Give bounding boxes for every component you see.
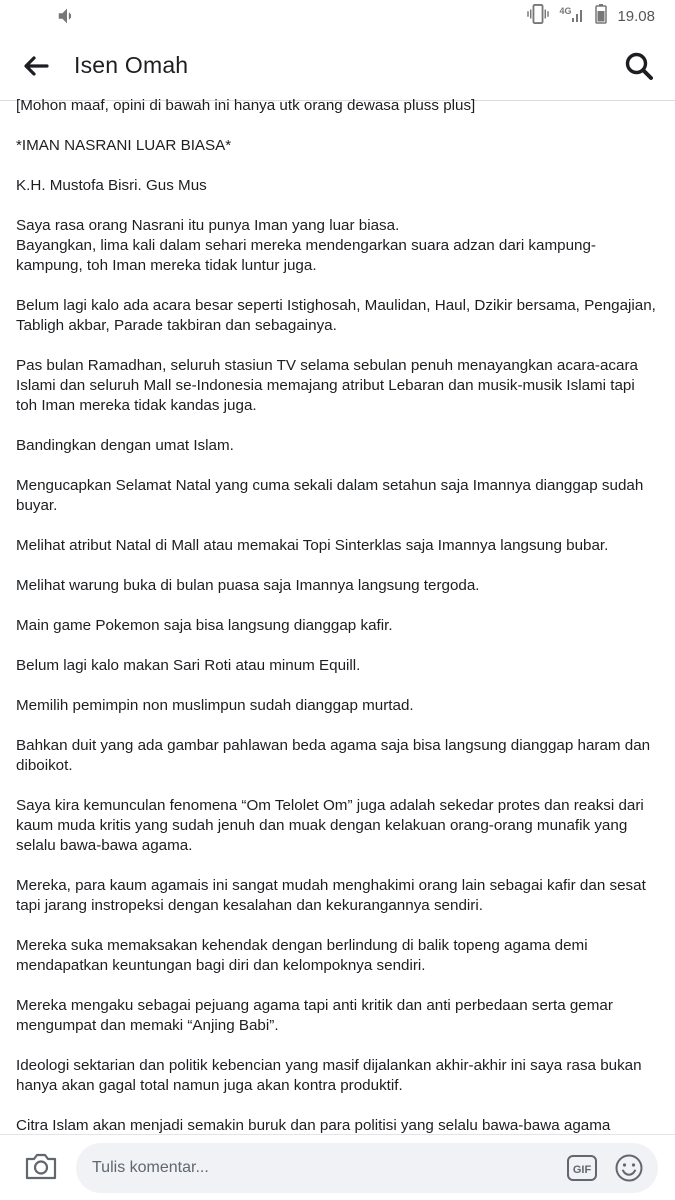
- post-paragraph: Mereka suka memaksakan kehendak dengan berlindung di balik topeng agama demi mendapatkan keuntungan bagi diri dan kelompoknya sendiri.: [16, 937, 588, 974]
- post-paragraph: [Mohon maaf, opini di bawah ini hanya utk orang dewasa pluss plus]: [16, 97, 476, 114]
- comment-bar: [0, 1134, 675, 1200]
- back-button[interactable]: [20, 50, 52, 82]
- post-paragraph: Bandingkan dengan umat Islam.: [16, 437, 234, 454]
- post-paragraph: Citra Islam akan menjadi semakin buruk dan para politisi yang selalu bawa-bawa agama: [16, 1117, 611, 1134]
- post-paragraph: Belum lagi kalo ada acara besar seperti Istighosah, Maulidan, Haul, Dzikir bersama, Pengajian, Tabligh akbar, Parade takbiran dan sebagainya.: [16, 297, 656, 334]
- post-paragraph: K.H. Mustofa Bisri. Gus Mus: [16, 177, 207, 194]
- post-paragraph: Mereka, para kaum agamais ini sangat mudah menghakimi orang lain sebagai kafir dan sesat tapi jarang instropeksi dengan kesalahan dan kekurangannya sendiri.: [16, 877, 646, 914]
- gif-label: GIF: [572, 1164, 592, 1176]
- status-time: 19.08: [617, 7, 655, 25]
- back-arrow-icon: [23, 55, 49, 77]
- post-paragraph: Saya kira kemunculan fenomena “Om Telolet Om” juga adalah sekedar protes dan reaksi dari kaum muda kritis yang sudah jenuh dan muak dengan kelakuan orang-orang munafik yang selalu bawa-bawa agama.: [16, 797, 644, 854]
- search-button[interactable]: [621, 48, 657, 84]
- post-paragraph: Mereka mengaku sebagai pejuang agama tapi anti kritik dan anti perbedaan serta gemar mengumpat dan memaki “Anjing Babi”.: [16, 997, 613, 1034]
- post-paragraph: *IMAN NASRANI LUAR BIASA*: [16, 137, 232, 154]
- app-bar: [0, 32, 675, 101]
- page-title: Isen Omah: [74, 52, 189, 78]
- post-paragraph: Bahkan duit yang ada gambar pahlawan beda agama saja bisa langsung dianggap haram dan diboikot.: [16, 737, 651, 774]
- battery-icon: [595, 4, 607, 29]
- emoji-button[interactable]: [614, 1153, 644, 1183]
- post-paragraph: Pas bulan Ramadhan, seluruh stasiun TV selama sebulan penuh menayangkan acara-acara Islami dan seluruh Mall se-Indonesia memajang atribut Lebaran dan musik-musik Islami tapi toh Iman mereka tidak kandas juga.: [16, 357, 638, 414]
- camera-icon: [24, 1151, 58, 1181]
- post-paragraph: Belum lagi kalo makan Sari Roti atau minum Equill.: [16, 657, 361, 674]
- status-bar: [0, 0, 675, 32]
- status-right: [527, 6, 655, 26]
- gif-icon: [566, 1153, 598, 1183]
- post-paragraph: Melihat warung buka di bulan puasa saja Imannya langsung tergoda.: [16, 577, 480, 594]
- search-icon: [624, 51, 654, 81]
- post-paragraph: Ideologi sektarian dan politik kebencian yang masif dijalankan akhir-akhir ini saya rasa bukan hanya akan gagal total namun juga akan kontra produktif.: [16, 1057, 642, 1094]
- signal-indicator: [559, 5, 585, 28]
- post-paragraph: Saya rasa orang Nasrani itu punya Iman yang luar biasa. Bayangkan, lima kali dalam sehari mereka mendengarkan suara adzan dari kampung-kampung, toh Iman mereka tidak luntur juga.: [16, 217, 596, 274]
- gif-button[interactable]: [566, 1153, 598, 1183]
- post-body: [16, 96, 656, 1136]
- network-type: 4G: [559, 6, 572, 16]
- post-paragraph: Main game Pokemon saja bisa langsung dianggap kafir.: [16, 617, 393, 634]
- post-paragraph: Memilih pemimpin non muslimpun sudah dianggap murtad.: [16, 697, 414, 714]
- camera-button[interactable]: [24, 1151, 60, 1183]
- volume-icon: [56, 5, 78, 32]
- post-content: [16, 96, 656, 1136]
- post-paragraph: Mengucapkan Selamat Natal yang cuma sekali dalam setahun saja Imannya dianggap sudah buyar.: [16, 477, 644, 514]
- signal-icon: [571, 5, 585, 28]
- vibrate-icon: [527, 4, 549, 29]
- post-paragraph: Melihat atribut Natal di Mall atau memakai Topi Sinterklas saja Imannya langsung bubar.: [16, 537, 609, 554]
- emoji-icon: [614, 1153, 644, 1183]
